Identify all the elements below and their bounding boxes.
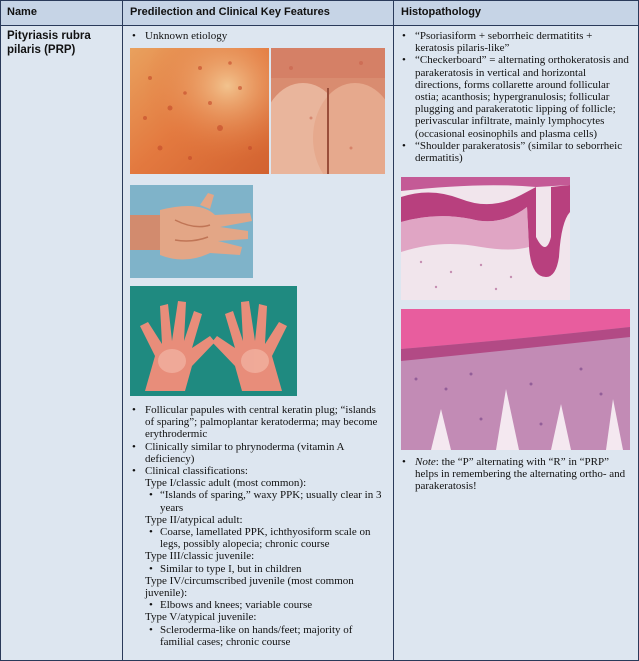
list-item: • “Psoriasiform + seborrheic dermatitits + keratosis pilaris-like” xyxy=(399,30,633,54)
note xyxy=(399,456,633,493)
header-histo: Histopathology xyxy=(401,6,482,18)
clinical-photo-palm xyxy=(130,185,253,278)
type-label: Type V/atypical juvenile: xyxy=(145,611,257,624)
type-detail: • Scleroderma-like on hands/feet; majority of familial cases; chronic course xyxy=(147,624,387,648)
histology-low-power xyxy=(401,177,570,300)
type-label: Type I/classic adult (most common): xyxy=(145,477,307,490)
disease-name: Pityriasis rubra pilaris (PRP) xyxy=(7,30,91,56)
type-label: Type IV/circumscribed juvenile (most common juvenile): xyxy=(145,574,354,600)
histo-features xyxy=(399,30,633,164)
type-detail: • Similar to type I, but in children xyxy=(147,563,387,575)
type-detail: • “Islands of sparing,” waxy PPK; usually clear in 3 years xyxy=(147,489,387,513)
type-label: Type II/atypical adult: xyxy=(145,513,243,526)
histology-high-power xyxy=(401,309,630,450)
type-detail: • Elbows and knees; variable course xyxy=(147,599,387,611)
header-clinical: Predilection and Clinical Key Features xyxy=(130,6,330,18)
clinical-photo-hands xyxy=(130,286,297,396)
list-item: • Unknown etiology xyxy=(129,30,385,42)
clinical-photo-buttocks xyxy=(271,48,385,174)
list-item: • Clinically similar to phrynoderma (vitamin A deficiency) xyxy=(129,441,387,465)
type-detail: • Coarse, lamellated PPK, ichthyosiform scale on legs, possibly alopecia; chronic course xyxy=(147,526,387,550)
clinical-photo-back xyxy=(130,48,269,174)
list-item: • Follicular papules with central keratin plug; “islands of sparing”; palmoplantar keratoderma; may become erythrodermic xyxy=(129,404,387,441)
type-label: Type III/classic juvenile: xyxy=(145,550,255,563)
column-divider xyxy=(393,1,394,660)
header-name: Name xyxy=(7,6,37,18)
etiology-list xyxy=(129,30,385,42)
note-text: : the “P” alternating with “R” in “PRP” helps in remembering the alternating ortho- and parakeratosis! xyxy=(415,456,626,493)
clinical-features xyxy=(129,404,387,648)
list-item: • “Shoulder parakeratosis” (similar to seborrheic dermatitis) xyxy=(399,140,633,164)
note-label: Note xyxy=(415,456,436,468)
list-item: • Clinical classifications: xyxy=(129,465,387,477)
column-divider xyxy=(122,1,123,660)
list-item: • “Checkerboard” = alternating orthokeratosis and parakeratosis in vertical and horizontal directions, forms collarette around follicular ostia; acanthosis; hypergranulosis; follicular plugging and parakeratotic lipping of follicle; perivascular infiltrate, mainly lymphocytes (occasional eosinophils and plasma cells) xyxy=(399,54,633,139)
note-item xyxy=(399,456,633,493)
